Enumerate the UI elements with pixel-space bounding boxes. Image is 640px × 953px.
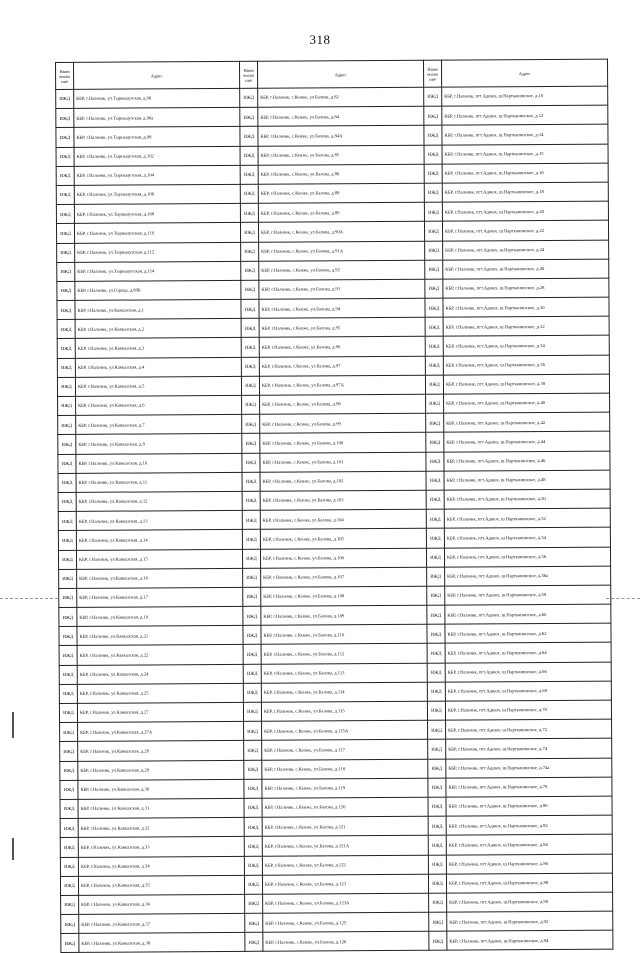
cell-building-type: ИЖД bbox=[426, 413, 444, 432]
cell-address: КБР, г.Нальчик, пгт.Адиюх, ш.Нартканинское, д.54 bbox=[444, 527, 610, 547]
cell-address: КБР, г.Нальчик, с.Кенже, ул.Балова, д.97 bbox=[259, 356, 425, 376]
cell-building-type: ИЖД bbox=[424, 145, 442, 164]
cell-address: КБР, г.Нальчик, пгт.Адиюх, ш.Нартканинское, д.30 bbox=[443, 297, 609, 317]
cell-building-type: ИЖД bbox=[426, 548, 444, 567]
cell-building-type: ИЖД bbox=[427, 586, 445, 605]
address-table-container bbox=[55, 62, 607, 953]
cell-building-type: ИЖД bbox=[240, 184, 258, 203]
cell-address: КБР, г.Нальчик, пгт.Адиюх, ш.Нартканинское, д.74 bbox=[446, 738, 612, 758]
cell-building-type: ИЖД bbox=[242, 434, 260, 453]
cell-address: КБР, г.Нальчик, с.Кенже, ул.Балова, д.94 bbox=[259, 298, 425, 318]
cell-building-type: ИЖД bbox=[427, 663, 445, 682]
cell-address: КБР, г.Нальчик, пгт.Адиюх, ш.Нартканинское, д.22 bbox=[442, 220, 608, 240]
cell-address: КБР, г.Нальчик, пгт.Адиюх, ш.Нартканинское, д.14 bbox=[442, 124, 608, 144]
cell-address: КБР, г.Нальчик, пгт.Адиюх, ш.Нартканинское, д.34 bbox=[443, 336, 609, 356]
cell-address: КБР, г.Нальчик, пгт.Адиюх, ш.Нартканинское, д.50 bbox=[444, 489, 610, 509]
cell-address: КБР, г.Нальчик, ул.Кавказская, д.10 bbox=[76, 453, 242, 473]
cell-building-type: ИЖД bbox=[425, 375, 443, 394]
cell-address: КБР, г.Нальчик, ул.Тырныаузская, д.98 bbox=[74, 127, 240, 147]
cell-address: КБР, г.Нальчик, ул.Тырныаузская, д.114 bbox=[75, 261, 241, 281]
cell-address: КБР, г.Нальчик, ул.Кавказская, д.27А bbox=[78, 722, 244, 742]
cell-building-type: ИЖД bbox=[60, 799, 78, 818]
cell-address: КБР, г.Нальчик, ул.Кавказская, д.29 bbox=[78, 760, 244, 780]
cell-building-type: ИЖД bbox=[57, 358, 75, 377]
cell-address: КБР, г.Нальчик, с.Кенже, ул.Балова, д.121А bbox=[262, 836, 428, 856]
cell-address: КБР, г.Нальчик, ул.Кавказская, д.22 bbox=[77, 645, 243, 665]
scan-margin-line bbox=[0, 598, 58, 599]
cell-building-type: ИЖД bbox=[426, 471, 444, 490]
cell-address: КБР, г.Нальчик, с.Кенже, ул.Балова, д.104 bbox=[260, 509, 426, 529]
cell-building-type: ИЖД bbox=[427, 567, 445, 586]
cell-building-type: ИЖД bbox=[426, 528, 444, 547]
cell-building-type: ИЖД bbox=[242, 530, 260, 549]
header-type: Наим енова ние bbox=[423, 60, 441, 87]
cell-address: КБР, г.Нальчик, с.Кенже, ул.Балова, д.105 bbox=[260, 529, 426, 549]
cell-address: КБР, г.Нальчик, с.Кенже, ул.Балова, д.123А bbox=[263, 893, 429, 913]
cell-building-type: ИЖД bbox=[240, 146, 258, 165]
cell-address: КБР, г.Нальчик, ул.Кавказская, д.32 bbox=[78, 817, 244, 837]
cell-address: КБР, г.Нальчик, ул.Тырныаузская, д.110 bbox=[74, 223, 240, 243]
scan-edge-mark bbox=[12, 712, 14, 738]
cell-building-type: ИЖД bbox=[242, 472, 260, 491]
cell-address: КБР, г.Нальчик, ул.Кавказская, д.3 bbox=[75, 338, 241, 358]
cell-building-type: ИЖД bbox=[425, 298, 443, 317]
cell-building-type: ИЖД bbox=[242, 491, 260, 510]
cell-address: КБР, г.Нальчик, ул.Кавказская, д.16 bbox=[77, 568, 243, 588]
cell-address: КБР, г.Нальчик, пгт.Адиюх, ш.Нартканинское, д.48 bbox=[444, 470, 610, 490]
cell-address: КБР, г.Нальчик, ул.Кавказская, д.36 bbox=[79, 894, 245, 914]
cell-building-type: ИЖД bbox=[60, 818, 78, 837]
cell-building-type: ИЖД bbox=[243, 587, 261, 606]
cell-address: КБР, г.Нальчик, ул.Кавказская, д.5 bbox=[75, 376, 241, 396]
scan-edge-mark bbox=[12, 838, 14, 860]
cell-address: КБР, г.Нальчик, с.Кенже, ул.Балова, д.125 bbox=[263, 912, 429, 932]
cell-building-type: ИЖД bbox=[58, 492, 76, 511]
cell-address: КБР, г.Нальчик, ул.Кавказская, д.11 bbox=[76, 472, 242, 492]
cell-building-type: ИЖД bbox=[60, 742, 78, 761]
cell-building-type: ИЖД bbox=[244, 837, 262, 856]
cell-address: КБР, г.Нальчик, пгт.Адиюх, ш.Нартканинское, д.62 bbox=[445, 623, 611, 643]
cell-building-type: ИЖД bbox=[244, 798, 262, 817]
cell-building-type: ИЖД bbox=[57, 262, 75, 281]
cell-building-type: ИЖД bbox=[60, 857, 78, 876]
cell-building-type: ИЖД bbox=[427, 644, 445, 663]
cell-address: КБР, г.Нальчик, с.Кенже, ул.Балова, д.101 bbox=[260, 452, 426, 472]
cell-building-type: ИЖД bbox=[241, 261, 259, 280]
cell-building-type: ИЖД bbox=[428, 816, 446, 835]
cell-address: КБР, г.Нальчик, с.Кенже, ул.Балова, д.100 bbox=[260, 433, 426, 453]
cell-building-type: ИЖД bbox=[241, 280, 259, 299]
cell-address: КБР, г.Нальчик, ул.Кавказская, д.14 bbox=[76, 530, 242, 550]
cell-address: КБР, г.Нальчик, с.Кенже, ул.Балова, д.91А bbox=[259, 241, 425, 261]
cell-building-type: ИЖД bbox=[57, 320, 75, 339]
cell-address: КБР, г.Нальчик, пгт.Адиюх, ш.Нартканинское, д.38 bbox=[443, 374, 609, 394]
cell-building-type: ИЖД bbox=[240, 203, 258, 222]
cell-building-type: ИЖД bbox=[428, 759, 446, 778]
cell-building-type: ИЖД bbox=[243, 683, 261, 702]
cell-address: КБР, г.Нальчик, с.Кенже, ул.Балова, д.84А bbox=[258, 126, 424, 146]
cell-address: КБР, г.Нальчик, с.Кенже, ул.Балова, д.82 bbox=[258, 87, 424, 107]
cell-building-type: ИЖД bbox=[244, 817, 262, 836]
cell-building-type: ИЖД bbox=[424, 126, 442, 145]
cell-address: КБР, г.Нальчик, пгт.Адиюх, ш.Нартканинское, д.86 bbox=[446, 854, 612, 874]
cell-address: КБР, г.Нальчик, с.Кенже, ул.Балова, д.110 bbox=[261, 624, 427, 644]
cell-building-type: ИЖД bbox=[57, 377, 75, 396]
cell-building-type: ИЖД bbox=[424, 202, 442, 221]
cell-building-type: ИЖД bbox=[243, 568, 261, 587]
cell-address: КБР, г.Нальчик, ул.Кавказская, д.31 bbox=[78, 798, 244, 818]
cell-address: КБР, г.Нальчик, с.Кенже, ул.Балова, д.93 bbox=[259, 279, 425, 299]
cell-building-type: ИЖД bbox=[428, 720, 446, 739]
cell-building-type: ИЖД bbox=[427, 605, 445, 624]
cell-address: КБР, г.Нальчик, пгт.Адиюх, ш.Нартканинское, д.84 bbox=[446, 834, 612, 854]
cell-building-type: ИЖД bbox=[59, 665, 77, 684]
cell-address: КБР, г.Нальчик, пгт.Адиюх, ш.Нартканинское, д.60 bbox=[445, 604, 611, 624]
cell-building-type: ИЖД bbox=[244, 779, 262, 798]
cell-building-type: ИЖД bbox=[429, 912, 447, 931]
cell-address: КБР, г.Нальчик, с.Кенже, ул.Балова, д.103 bbox=[260, 490, 426, 510]
cell-address: КБР, г.Нальчик, с.Кенже, ул.Балова, д.84 bbox=[258, 106, 424, 126]
cell-address: КБР, г.Нальчик, ул.Кавказская, д.30 bbox=[78, 779, 244, 799]
cell-address: КБР, г.Нальчик, с.Кенже, ул.Балова, д.95 bbox=[259, 317, 425, 337]
cell-building-type: ИЖД bbox=[428, 835, 446, 854]
cell-address: КБР, г.Нальчик, ул.Кавказская, д.21 bbox=[77, 626, 243, 646]
header-type: Наим енова ние bbox=[239, 61, 257, 88]
cell-address: КБР, г.Нальчик, с.Кенже, ул.Балова, д.123 bbox=[262, 874, 428, 894]
cell-building-type: ИЖД bbox=[56, 185, 74, 204]
cell-building-type: ИЖД bbox=[61, 934, 79, 953]
cell-building-type: ИЖД bbox=[425, 317, 443, 336]
cell-address: КБР, г.Нальчик, с.Кенже, ул.Балова, д.115А bbox=[262, 720, 428, 740]
cell-building-type: ИЖД bbox=[56, 89, 74, 108]
cell-address: КБР, г.Нальчик, с.Кенже, ул.Балова, д.126 bbox=[263, 931, 429, 951]
cell-building-type: ИЖД bbox=[57, 243, 75, 262]
cell-address: КБР, г.Нальчик, пгт.Адиюх, ш.Нартканинское, д.16 bbox=[442, 163, 608, 183]
cell-address: КБР, г.Нальчик, пгт.Адиюх, ш.Нартканинское, д.88 bbox=[446, 873, 612, 893]
cell-building-type: ИЖД bbox=[59, 569, 77, 588]
cell-address: КБР, г.Нальчик, с.Кенже, ул.Балова, д.102 bbox=[260, 471, 426, 491]
cell-building-type: ИЖД bbox=[56, 166, 74, 185]
cell-building-type: ИЖД bbox=[425, 337, 443, 356]
cell-address: КБР, г.Нальчик, ул.Кавказская, д.7 bbox=[76, 415, 242, 435]
cell-building-type: ИЖД bbox=[427, 701, 445, 720]
cell-building-type: ИЖД bbox=[428, 874, 446, 893]
cell-address: КБР, г.Нальчик, пгт.Адиюх, ш.Нартканинское, д.72 bbox=[446, 719, 612, 739]
cell-address: КБР, г.Нальчик, пгт.Адиюх, ш.Нартканинское, д.24 bbox=[443, 240, 609, 260]
cell-address: КБР, г.Нальчик, пгт.Адиюх, ш.Нартканинское, д.58 bbox=[445, 585, 611, 605]
cell-building-type: ИЖД bbox=[425, 279, 443, 298]
cell-address: КБР, г.Нальчик, ул.Тырныаузская, д.108 bbox=[74, 203, 240, 223]
cell-address: КБР, г.Нальчик, пгт.Адиюх, ш.Нартканинское, д.64 bbox=[445, 643, 611, 663]
cell-building-type: ИЖД bbox=[60, 780, 78, 799]
cell-building-type: ИЖД bbox=[241, 319, 259, 338]
table-body bbox=[56, 86, 613, 953]
cell-address: КБР, г.Нальчик, пгт.Адиюх, ш.Нартканинское, д.28 bbox=[443, 278, 609, 298]
cell-building-type: ИЖД bbox=[244, 760, 262, 779]
cell-building-type: ИЖД bbox=[242, 549, 260, 568]
cell-building-type: ИЖД bbox=[59, 646, 77, 665]
cell-address: КБР, г.Нальчик, пгт.Адиюх, ш.Нартканинское, д.36 bbox=[443, 355, 609, 375]
cell-building-type: ИЖД bbox=[428, 797, 446, 816]
cell-address: КБР, г.Нальчик, с.Кенже, ул.Балова, д.86 bbox=[258, 164, 424, 184]
cell-address: КБР, г.Нальчик, ул.Кавказская, д.37 bbox=[79, 913, 245, 933]
cell-building-type: ИЖД bbox=[241, 299, 259, 318]
cell-address: КБР, г.Нальчик, с.Кенже, ул.Балова, д.85 bbox=[258, 145, 424, 165]
cell-building-type: ИЖД bbox=[241, 376, 259, 395]
cell-building-type: ИЖД bbox=[424, 221, 442, 240]
cell-address: КБР, г.Нальчик, с.Кенже, ул.Балова, д.89 bbox=[258, 202, 424, 222]
cell-address: КБР, г.Нальчик, с.Кенже, ул.Балова, д.122 bbox=[262, 855, 428, 875]
cell-address: КБР, г.Нальчик, с.Кенже, ул.Балова, д.90А bbox=[258, 222, 424, 242]
cell-address: КБР, г.Нальчик, пгт.Адиюх, ш.Нартканинское, д.40 bbox=[444, 393, 610, 413]
address-table bbox=[55, 59, 613, 953]
cell-building-type: ИЖД bbox=[60, 838, 78, 857]
cell-building-type: ИЖД bbox=[240, 88, 258, 107]
cell-building-type: ИЖД bbox=[428, 778, 446, 797]
cell-address: КБР, г.Нальчик, с.Кенже, ул.Балова, д.121 bbox=[262, 816, 428, 836]
cell-building-type: ИЖД bbox=[58, 396, 76, 415]
cell-address: КБР, г.Нальчик, пгт.Адиюх, ш.Нартканинское, д.52 bbox=[444, 508, 610, 528]
cell-address: КБР, г.Нальчик, пгт.Адиюх, ш.Нартканинское, д.10 bbox=[442, 86, 608, 106]
cell-address: КБР, г.Нальчик, ул.Кавказская, д.4 bbox=[75, 357, 241, 377]
cell-address: КБР, г.Нальчик, пгт.Адиюх, ш.Нартканинское, д.74а bbox=[446, 758, 612, 778]
cell-address: КБР, г.Нальчик, ул.Тырныаузская, д.112 bbox=[75, 242, 241, 262]
cell-building-type: ИЖД bbox=[245, 932, 263, 951]
cell-address: КБР, г.Нальчик, пгт.Адиюх, ш.Нартканинское, д.90 bbox=[447, 892, 613, 912]
cell-address: КБР, г.Нальчик, пгт.Адиюх, ш.Нартканинское, д.68 bbox=[445, 681, 611, 701]
cell-address: КБР, г.Нальчик, ул.Тырныаузская, д.96а bbox=[74, 108, 240, 128]
cell-address: КБР, г.Нальчик, пгт.Адиюх, ш.Нартканинское, д.70 bbox=[445, 700, 611, 720]
cell-building-type: ИЖД bbox=[243, 702, 261, 721]
cell-building-type: ИЖД bbox=[58, 531, 76, 550]
cell-address: КБР, г.Нальчик, с.Кенже, ул.Балова, д.119 bbox=[262, 778, 428, 798]
cell-address: КБР, г.Нальчик, пгт.Адиюх, ш.Нартканинское, д.12 bbox=[442, 105, 608, 125]
cell-address: КБР, г.Нальчик, пгт.Адиюх, ш.Нартканинское, д.82 bbox=[446, 815, 612, 835]
cell-address: КБР, г.Нальчик, ул.Тырныаузская, д.104 bbox=[74, 165, 240, 185]
cell-address: КБР, г.Нальчик, пгт.Адиюх, ш.Нартканинское, д.18 bbox=[442, 182, 608, 202]
header-address: Адрес bbox=[257, 60, 423, 88]
cell-address: КБР, г.Нальчик, пгт.Адиюх, ш.Нартканинское, д.80 bbox=[446, 796, 612, 816]
cell-address: КБР, г.Нальчик, с.Кенже, ул.Балова, д.92 bbox=[259, 260, 425, 280]
cell-building-type: ИЖД bbox=[58, 473, 76, 492]
cell-address: КБР, г.Нальчик, пгт.Адиюх, ш.Нартканинское, д.94 bbox=[447, 930, 613, 950]
cell-building-type: ИЖД bbox=[240, 107, 258, 126]
cell-building-type: ИЖД bbox=[241, 338, 259, 357]
cell-building-type: ИЖД bbox=[244, 721, 262, 740]
cell-address: КБР, г.Нальчик, ул.Кавказская, д.2 bbox=[75, 319, 241, 339]
cell-building-type: ИЖД bbox=[426, 490, 444, 509]
cell-building-type: ИЖД bbox=[58, 454, 76, 473]
cell-address: КБР, г.Нальчик, ул.Кавказская, д.8 bbox=[76, 434, 242, 454]
cell-address: КБР, г.Нальчик, с.Кенже, ул.Балова, д.98 bbox=[260, 394, 426, 414]
cell-building-type: ИЖД bbox=[56, 109, 74, 128]
cell-address: КБР, г.Нальчик, пгт.Адиюх, ш.Нартканинское, д.66 bbox=[445, 662, 611, 682]
cell-building-type: ИЖД bbox=[56, 147, 74, 166]
cell-address: КБР, г.Нальчик, ул.Гореца, д.69Б bbox=[75, 280, 241, 300]
cell-building-type: ИЖД bbox=[60, 761, 78, 780]
cell-address: КБР, г.Нальчик, с.Кенже, ул.Балова, д.120 bbox=[262, 797, 428, 817]
cell-address: КБР, г.Нальчик, с.Кенже, ул.Балова, д.117 bbox=[262, 740, 428, 760]
cell-building-type: ИЖД bbox=[424, 164, 442, 183]
cell-address: КБР, г.Нальчик, с.Кенже, ул.Балова, д.88 bbox=[258, 183, 424, 203]
cell-address: КБР, г.Нальчик, ул.Тырныаузская, д.96 bbox=[74, 88, 240, 108]
header-address: Адрес bbox=[441, 59, 607, 87]
cell-building-type: ИЖД bbox=[426, 433, 444, 452]
cell-building-type: ИЖД bbox=[427, 682, 445, 701]
cell-building-type: ИЖД bbox=[242, 395, 260, 414]
cell-building-type: ИЖД bbox=[61, 914, 79, 933]
cell-building-type: ИЖД bbox=[240, 223, 258, 242]
cell-building-type: ИЖД bbox=[57, 281, 75, 300]
cell-address: КБР, г.Нальчик, пгт.Адиюх, ш.Нартканинское, д.32 bbox=[443, 316, 609, 336]
cell-building-type: ИЖД bbox=[240, 127, 258, 146]
cell-address: КБР, г.Нальчик, ул.Кавказская, д.1 bbox=[75, 299, 241, 319]
cell-address: КБР, г.Нальчик, ул.Кавказская, д.6 bbox=[76, 395, 242, 415]
cell-building-type: ИЖД bbox=[429, 893, 447, 912]
cell-building-type: ИЖД bbox=[59, 703, 77, 722]
cell-building-type: ИЖД bbox=[56, 205, 74, 224]
cell-building-type: ИЖД bbox=[426, 509, 444, 528]
cell-address: КБР, г.Нальчик, ул.Кавказская, д.27 bbox=[77, 702, 243, 722]
cell-address: КБР, г.Нальчик, ул.Кавказская, д.28 bbox=[78, 741, 244, 761]
cell-building-type: ИЖД bbox=[243, 606, 261, 625]
cell-address: КБР, г.Нальчик, пгт.Адиюх, ш.Нартканинское, д.56 bbox=[444, 547, 610, 567]
cell-building-type: ИЖД bbox=[427, 624, 445, 643]
cell-building-type: ИЖД bbox=[424, 183, 442, 202]
cell-address: КБР, г.Нальчик, пгт.Адиюх, ш.Нартканинское, д.15 bbox=[442, 144, 608, 164]
cell-address: КБР, г.Нальчик, с.Кенже, ул.Балова, д.107 bbox=[261, 567, 427, 587]
cell-building-type: ИЖД bbox=[424, 87, 442, 106]
cell-building-type: ИЖД bbox=[58, 416, 76, 435]
cell-building-type: ИЖД bbox=[59, 588, 77, 607]
cell-address: КБР, г.Нальчик, пгт.Адиюх, ш.Нартканинское, д.92 bbox=[447, 911, 613, 931]
cell-building-type: ИЖД bbox=[59, 607, 77, 626]
cell-building-type: ИЖД bbox=[425, 260, 443, 279]
cell-building-type: ИЖД bbox=[57, 300, 75, 319]
cell-address: КБР, г.Нальчик, ул.Кавказская, д.25 bbox=[77, 683, 243, 703]
cell-address: КБР, г.Нальчик, с.Кенже, ул.Балова, д.106 bbox=[260, 548, 426, 568]
cell-building-type: ИЖД bbox=[61, 895, 79, 914]
cell-building-type: ИЖД bbox=[57, 339, 75, 358]
cell-building-type: ИЖД bbox=[58, 550, 76, 569]
cell-address: КБР, г.Нальчик, пгт.Адиюх, ш.Нартканинское, д.46 bbox=[444, 451, 610, 471]
cell-address: КБР, г.Нальчик, ул.Кавказская, д.15 bbox=[76, 549, 242, 569]
header-address: Адрес bbox=[74, 61, 240, 89]
cell-address: КБР, г.Нальчик, ул.Кавказская, д.12 bbox=[76, 491, 242, 511]
cell-building-type: ИЖД bbox=[244, 875, 262, 894]
cell-address: КБР, г.Нальчик, ул.Кавказская, д.17 bbox=[77, 587, 243, 607]
cell-building-type: ИЖД bbox=[58, 512, 76, 531]
cell-building-type: ИЖД bbox=[425, 356, 443, 375]
table-header-row bbox=[56, 59, 608, 89]
cell-building-type: ИЖД bbox=[59, 627, 77, 646]
cell-address: КБР, г.Нальчик, пгт.Адиюх, ш.Нартканинское, д.20 bbox=[442, 201, 608, 221]
cell-address: КБР, г.Нальчик, с.Кенже, ул.Балова, д.96 bbox=[259, 337, 425, 357]
cell-address: КБР, г.Нальчик, с.Кенже, ул.Балова, д.118 bbox=[262, 759, 428, 779]
cell-building-type: ИЖД bbox=[428, 855, 446, 874]
cell-address: КБР, г.Нальчик, ул.Кавказская, д.38 bbox=[79, 933, 245, 953]
cell-building-type: ИЖД bbox=[60, 723, 78, 742]
cell-building-type: ИЖД bbox=[429, 931, 447, 950]
header-type: Наим енова ние bbox=[56, 62, 74, 89]
table-row bbox=[61, 930, 613, 953]
cell-building-type: ИЖД bbox=[244, 741, 262, 760]
cell-building-type: ИЖД bbox=[245, 894, 263, 913]
cell-building-type: ИЖД bbox=[240, 165, 258, 184]
cell-address: КБР, г.Нальчик, пгт.Адиюх, ш.Нартканинское, д.56а bbox=[445, 566, 611, 586]
cell-building-type: ИЖД bbox=[243, 626, 261, 645]
cell-address: КБР, г.Нальчик, с.Кенже, ул.Балова, д.115 bbox=[261, 701, 427, 721]
cell-building-type: ИЖД bbox=[242, 510, 260, 529]
cell-address: КБР, г.Нальчик, ул.Кавказская, д.24 bbox=[77, 664, 243, 684]
cell-address: КБР, г.Нальчик, ул.Кавказская, д.33 bbox=[78, 837, 244, 857]
cell-building-type: ИЖД bbox=[241, 357, 259, 376]
cell-building-type: ИЖД bbox=[424, 106, 442, 125]
cell-building-type: ИЖД bbox=[56, 128, 74, 147]
page-number: 318 bbox=[309, 32, 331, 47]
cell-address: КБР, г.Нальчик, ул.Кавказская, д.19 bbox=[77, 606, 243, 626]
cell-address: КБР, г.Нальчик, пгт.Адиюх, ш.Нартканинское, д.42 bbox=[444, 412, 610, 432]
cell-address: КБР, г.Нальчик, пгт.Адиюх, ш.Нартканинское, д.26 bbox=[443, 259, 609, 279]
cell-address: КБР, г.Нальчик, с.Кенже, ул.Балова, д.112 bbox=[261, 644, 427, 664]
cell-building-type: ИЖД bbox=[60, 876, 78, 895]
cell-building-type: ИЖД bbox=[242, 453, 260, 472]
cell-address: КБР, г.Нальчик, ул.Тырныаузская, д.106 bbox=[74, 184, 240, 204]
cell-building-type: ИЖД bbox=[241, 242, 259, 261]
cell-building-type: ИЖД bbox=[426, 394, 444, 413]
cell-building-type: ИЖД bbox=[58, 435, 76, 454]
cell-address: КБР, г.Нальчик, с.Кенже, ул.Балова, д.113 bbox=[261, 663, 427, 683]
cell-building-type: ИЖД bbox=[428, 740, 446, 759]
cell-building-type: ИЖД bbox=[59, 684, 77, 703]
cell-address: КБР, г.Нальчик, пгт.Адиюх, ш.Нартканинское, д.78 bbox=[446, 777, 612, 797]
cell-building-type: ИЖД bbox=[245, 913, 263, 932]
cell-address: КБР, г.Нальчик, ул.Кавказская, д.35 bbox=[78, 875, 244, 895]
cell-address: КБР, г.Нальчик, с.Кенже, ул.Балова, д.97А bbox=[259, 375, 425, 395]
cell-building-type: ИЖД bbox=[56, 224, 74, 243]
cell-building-type: ИЖД bbox=[243, 645, 261, 664]
cell-address: КБР, г.Нальчик, с.Кенже, ул.Балова, д.99 bbox=[260, 413, 426, 433]
cell-building-type: ИЖД bbox=[243, 664, 261, 683]
cell-address: КБР, г.Нальчик, ул.Кавказская, д.13 bbox=[76, 510, 242, 530]
cell-address: КБР, г.Нальчик, ул.Тырныаузская, д.102 bbox=[74, 146, 240, 166]
cell-address: КБР, г.Нальчик, с.Кенже, ул.Балова, д.114 bbox=[261, 682, 427, 702]
cell-address: КБР, г.Нальчик, с.Кенже, ул.Балова, д.108 bbox=[261, 586, 427, 606]
cell-address: КБР, г.Нальчик, с.Кенже, ул.Балова, д.109 bbox=[261, 605, 427, 625]
cell-address: КБР, г.Нальчик, ул.Кавказская, д.34 bbox=[78, 856, 244, 876]
cell-address: КБР, г.Нальчик, пгт.Адиюх, ш.Нартканинское, д.44 bbox=[444, 431, 610, 451]
cell-building-type: ИЖД bbox=[244, 856, 262, 875]
cell-building-type: ИЖД bbox=[242, 414, 260, 433]
cell-building-type: ИЖД bbox=[426, 452, 444, 471]
cell-building-type: ИЖД bbox=[425, 241, 443, 260]
